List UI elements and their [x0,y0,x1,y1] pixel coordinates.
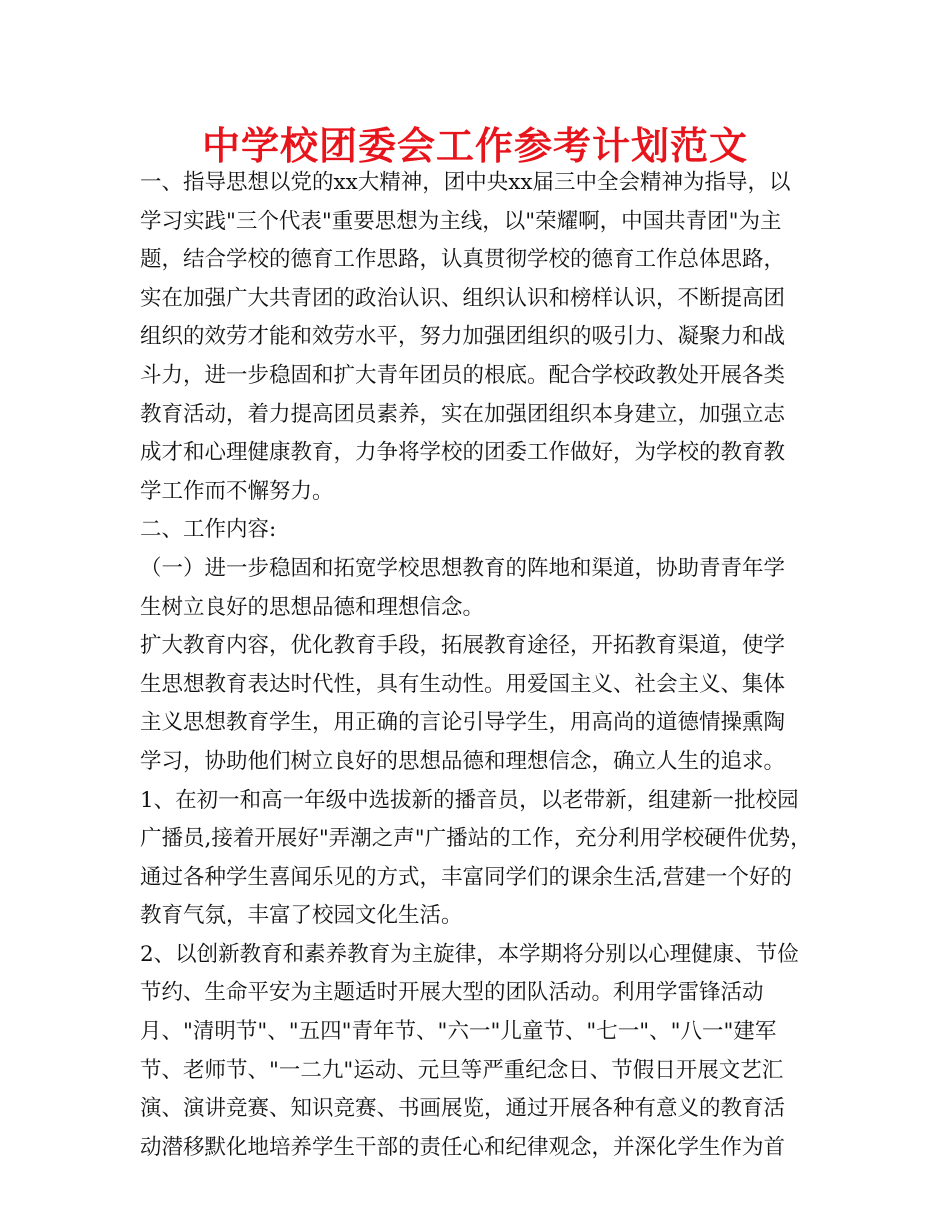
text-line: 2、以创新教育和素养教育为主旋律，本学期将分别以心理健康、节俭 [140,941,799,967]
text-line: 学习，协助他们树立良好的思想品德和理想信念，确立人生的追求。 [140,748,786,774]
text-line: 生树立良好的思想品德和理想信念。 [140,594,485,620]
text-line: 斗力，进一步稳固和扩大青年团员的根底。配合学校政教处开展各类 [140,362,786,388]
section-heading: 二、工作内容: [140,517,277,543]
text-line: 主义思想教育学生，用正确的言论引导学生，用高尚的道德情操熏陶 [140,710,786,736]
text-line: 动潜移默化地培养学生干部的责任心和纪律观念，并深化学生作为首 [140,1134,786,1160]
text-line: 1、在初一和高一年级中选拔新的播音员，以老带新，组建新一批校园 [140,787,799,813]
text-line: 实在加强广大共青团的政治认识、组织认识和榜样认识，不断提高团 [140,285,786,311]
text-line: 教育活动，着力提高团员素养，实在加强团组织本身建立，加强立志 [140,401,786,427]
document-body [140,164,820,1167]
text-line: 学习实践"三个代表"重要思想为主线，以"荣耀啊，中国共青团"为主 [140,208,782,234]
text-line: 学工作而不懈努力。 [140,478,334,504]
text-line: 广播员,接着开展好"弄潮之声"广播站的工作，充分利用学校硬件优势， [140,826,812,852]
text-line: 扩大教育内容，优化教育手段，拓展教育途径，开拓教育渠道，使学 [140,633,786,659]
text-line: 组织的效劳才能和效劳水平，努力加强团组织的吸引力、凝聚力和战 [140,324,786,350]
text-line: 一、指导思想以党的xx大精神，团中央xx届三中全会精神为指导，以 [140,170,791,195]
text-line: 生思想教育表达时代性，具有生动性。用爱国主义、社会主义、集体 [140,671,786,697]
text-line: 节、老师节、"一二九"运动、元旦等严重纪念日、节假日开展文艺汇 [140,1057,784,1083]
text-line: 节约、生命平安为主题适时开展大型的团队活动。利用学雷锋活动 [140,980,764,1006]
text-line: 题，结合学校的德育工作思路，认真贯彻学校的德育工作总体思路， [140,247,786,273]
document-title: 中学校团委会工作参考计划范文 [201,124,748,168]
text-line: 教育气氛，丰富了校园文化生活。 [140,903,463,929]
text-line: 成才和心理健康教育，力争将学校的团委工作做好，为学校的教育教 [140,440,786,466]
text-line: 演、演讲竞赛、知识竞赛、书画展览，通过开展各种有意义的教育活 [140,1096,786,1122]
text-line: 月、"清明节"、"五四"青年节、"六一"儿童节、"七一"、"八一"建军 [140,1019,777,1045]
text-line: （一）进一步稳固和拓宽学校思想教育的阵地和渠道，协助青青年学 [140,555,786,581]
text-line: 通过各种学生喜闻乐见的方式，丰富同学们的课余生活,营建一个好的 [140,864,792,890]
